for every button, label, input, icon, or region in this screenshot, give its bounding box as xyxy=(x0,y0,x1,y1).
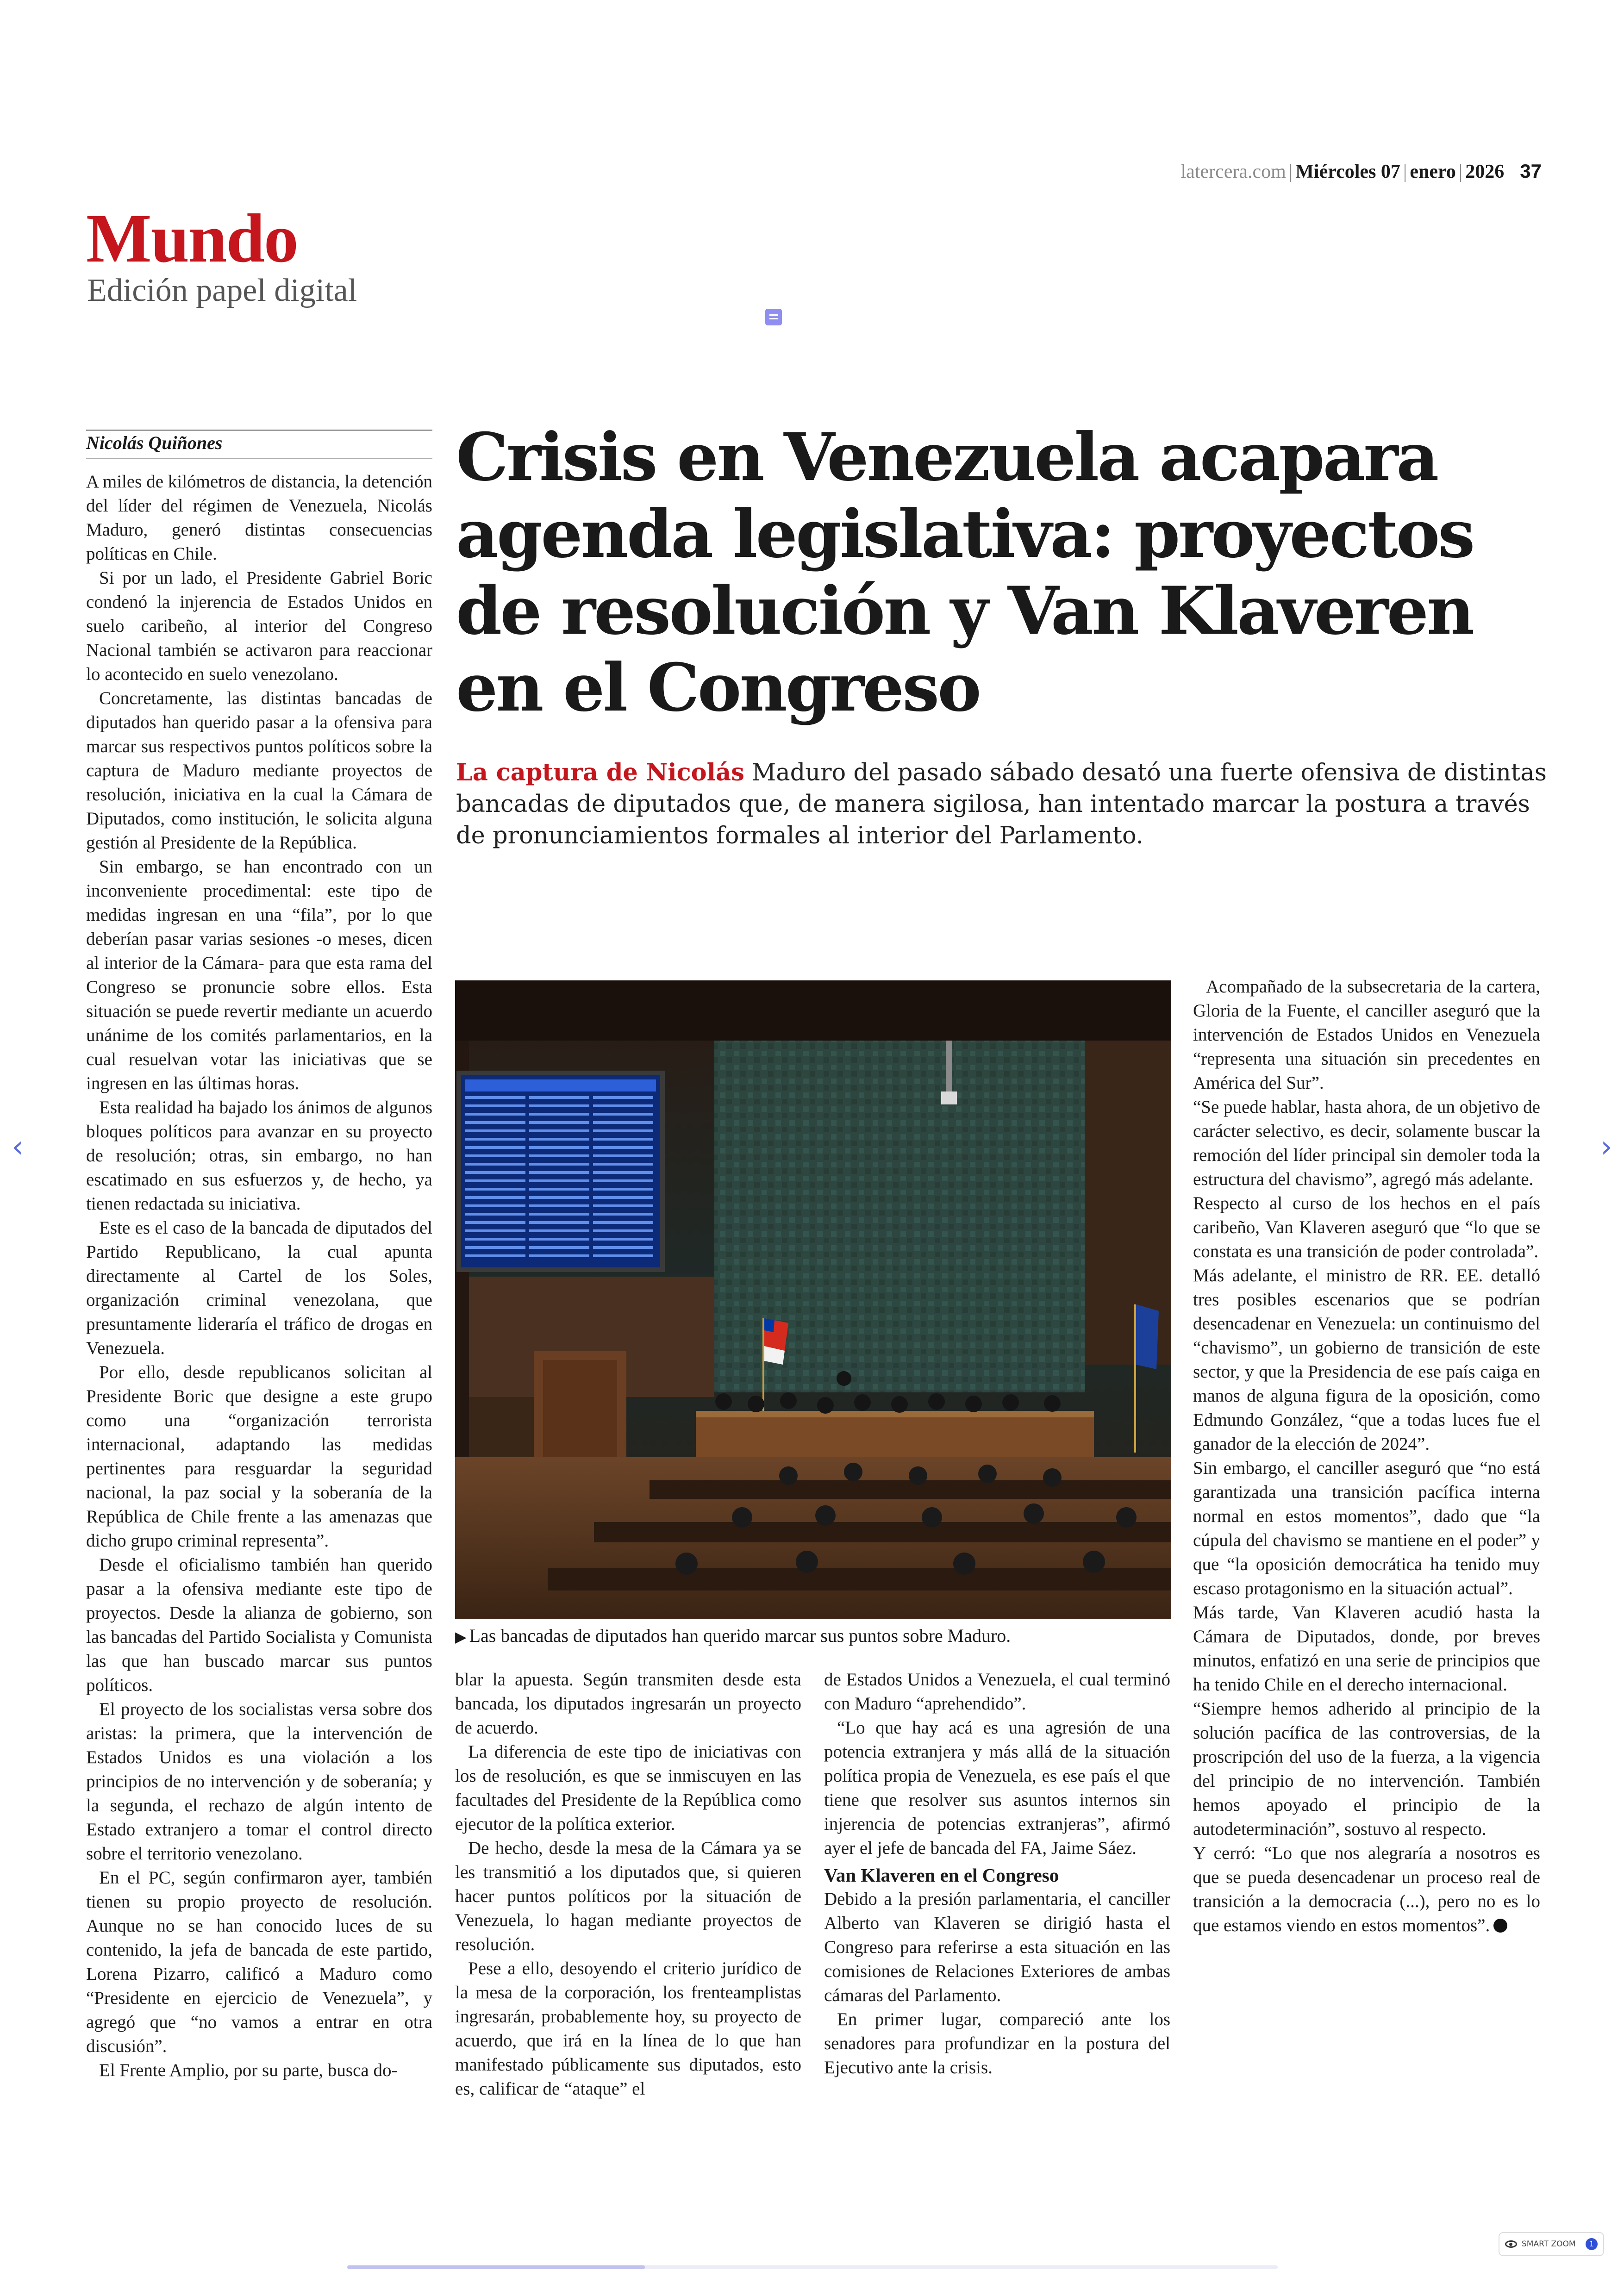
issue-year: 2026 xyxy=(1465,161,1505,182)
chamber-photo xyxy=(455,980,1171,1619)
paragraph: Este es el caso de la bancada de diputados del Partido Republicano, la cual apunta directamente al Cartel de los Soles, organización criminal venezolana, que presuntamente lideraría el tráfico de drogas en Venezuela. xyxy=(86,1218,432,1358)
paragraph: El Frente Amplio, por su parte, busca do- xyxy=(99,2060,398,2080)
closing-text: Y cerró: “Lo que nos alegraría a nosotros es que se pueda desencadenar un proceso real de transición a la democracia (...), pero no es lo que estamos viendo en estos momentos”. xyxy=(1193,1843,1540,1935)
paragraph: Por ello, desde republicanos solicitan al Presidente Boric que designe a este grupo como una “organización terrorista internacional, adaptando las medidas pertinentes para resguardar la seguridad nacional, la paz social y la soberanía de la República de Chile frente a las amenazas que dicho grupo criminal representa”. xyxy=(86,1362,432,1551)
body-column-3 xyxy=(824,1668,1170,2080)
paragraph: A miles de kilómetros de distancia, la detención del líder del régimen de Venezuela, Nicolás Maduro, generó distintas consecuencias políticas en Chile. xyxy=(86,472,432,564)
paragraph: Desde el oficialismo también han querido pasar a la ofensiva mediante este tipo de proyectos. Desde la alianza de gobierno, son las bancadas del Partido Socialista y Comunista las que han buscado marcar sus puntos políticos. xyxy=(86,1555,432,1695)
page-number: 37 xyxy=(1520,160,1542,182)
paragraph: Esta realidad ha bajado los ánimos de algunos bloques políticos para avanzar en su proyecto de resolución; otras, sin embargo, no han escatimado en sus esfuerzos y, de hecho, ya tienen redactada su iniciativa. xyxy=(86,1098,432,1214)
paragraph: Si por un lado, el Presidente Gabriel Boric condenó la injerencia de Estados Unidos en suelo caribeño, al interior del Congreso Nacional también se activaron para reaccionar lo acontecido en suelo venezolano. xyxy=(86,568,432,684)
author-rule-bottom xyxy=(86,458,432,459)
paragraph: En el PC, según confirmaron ayer, también tienen su propio proyecto de resolución. Aunque no se han conocido luces de su contenido, la jefa de bancada de este partido, Lorena Pizarro, calificó a Maduro como “Presidente en ejercicio de Venezuela”, y agregó que “no vamos a entrar en otra discusión”. xyxy=(86,1868,432,2056)
paragraph: De hecho, desde la mesa de la Cámara ya se les transmitió a los diputados que, si quieren hacer puntos políticos por la situación de Venezuela, lo hagan mediante proyectos de resolución. xyxy=(455,1838,801,1954)
caption-marker-icon: ▶ xyxy=(455,1628,467,1645)
paragraph: “Siempre hemos adherido al principio de la solución pacífica de las controversias, de la proscripción del uso de la fuerza, a la vigencia del principio de no intervención. También hemos apoyado el principio de la autodeterminación”, sostuvo al respecto. xyxy=(1193,1699,1540,1839)
chevron-left-icon[interactable]: ‹ xyxy=(12,1130,24,1164)
edition-label: Edición papel digital xyxy=(87,273,357,308)
paragraph: Pese a ello, desoyendo el criterio jurídico de la mesa de la corporación, los frenteamplistas ingresarán, probablemente hoy, su proyecto de acuerdo, que irá en la línea de lo que han manifestado públicamente sus diputados, esto es, calificar de “ataque” el xyxy=(455,1958,801,2099)
photo-caption xyxy=(455,1625,1171,1646)
paragraph: Sin embargo, se han encontrado con un inconveniente procedimental: este tipo de medidas ingresan en una “fila”, por lo que deberían pasar varias sesiones -o meses, dicen al interior de la Cámara- para que esta rama del Congreso se pronuncie sobre ellos. Esta situación se puede revertir mediante un acuerdo unánime de los comités parlamentarios, en la cual resuelvan votar las iniciativas que se ingresen en las últimas horas. xyxy=(86,857,432,1093)
eye-icon xyxy=(1505,2240,1517,2248)
site-name: latercera.com xyxy=(1181,161,1286,182)
body-column-2 xyxy=(455,1668,801,2101)
smart-zoom-button[interactable] xyxy=(1499,2232,1604,2256)
caption-text: Las bancadas de diputados han querido marcar sus puntos sobre Maduro. xyxy=(469,1625,1011,1646)
paragraph: Respecto al curso de los hechos en el país caribeño, Van Klaveren aseguró que “lo que se constata es una transición de poder controlada”. xyxy=(1193,1193,1540,1261)
author-rule xyxy=(86,430,432,431)
section-title: Mundo xyxy=(86,200,298,277)
paragraph: “Se puede hablar, hasta ahora, de un objetivo de carácter selectivo, es decir, solamente buscar la remoción del líder principal sin demoler toda la estructura del chavismo”, agregó más adelante. xyxy=(1193,1097,1540,1189)
paragraph: blar la apuesta. Según transmiten desde esta bancada, los diputados ingresarán un proyecto de acuerdo. xyxy=(455,1670,801,1738)
paragraph: “Lo que hay acá es una agresión de una potencia extranjera y más allá de la situación política propia de Venezuela, es ese país el que tiene que resolver sus asuntos internos sin injerencia de potencias extranjeras”, afirmó ayer el jefe de bancada del FA, Jaime Sáez. xyxy=(824,1718,1170,1858)
paragraph: El proyecto de los socialistas versa sobre dos aristas: la primera, que la intervención de Estados Unidos es una violación a los principios de no intervención y de soberanía; y la segunda, el rechazo de algún intento de Estado extranjero a tomar el control directo sobre el territorio venezolano. xyxy=(86,1699,432,1864)
paragraph: Debido a la presión parlamentaria, el canciller Alberto van Klaveren se dirigió hasta el Congreso para referirse a esta situación en las comisiones de Relaciones Exteriores de ambas cámaras del Parlamento. xyxy=(824,1889,1170,2005)
paragraph: Concretamente, las distintas bancadas de diputados han querido pasar a la ofensiva para marcar sus respectivos puntos políticos sobre la captura de Maduro mediante proyectos de resolución, iniciativa en la cual la Cámara de Diputados, como institución, le solicita alguna gestión al Presidente de la República. xyxy=(86,688,432,853)
subheading: Van Klaveren en el Congreso xyxy=(824,1865,1059,1886)
deck-text: Maduro del pasado sábado desató una fuerte ofensiva de distintas bancadas de diputados que, de manera sigilosa, han intentado marcar la postura a través de pronunciamientos formales al interior del Parlamento. xyxy=(456,759,1547,849)
headline: Crisis en Venezuela acapara agenda legislativa: proyectos de resolución y Van Klaveren en el Congreso xyxy=(456,419,1474,726)
chevron-right-icon[interactable]: › xyxy=(1600,1130,1612,1164)
paragraph: En primer lugar, compareció ante los senadores para profundizar en la postura del Ejecutivo ante la crisis. xyxy=(824,2009,1170,2077)
deck-lead: La captura de Nicolás xyxy=(456,759,744,786)
smart-zoom-badge: 1 xyxy=(1586,2238,1598,2250)
issue-day: Miércoles 07 xyxy=(1295,161,1400,182)
deck xyxy=(456,757,1549,852)
paragraph: La diferencia de este tipo de iniciativas con los de resolución, es que se inmiscuyen en las facultades del Presidente de la República como ejecutor de la política exterior. xyxy=(455,1742,801,1834)
paragraph xyxy=(1193,1841,1540,1938)
reading-progress-bar[interactable] xyxy=(347,2265,1278,2269)
smart-zoom-label: SMART ZOOM xyxy=(1522,2239,1576,2249)
paragraph: de Estados Unidos a Venezuela, el cual terminó con Maduro “aprehendido”. xyxy=(824,1670,1170,1714)
issue-month: enero xyxy=(1410,161,1456,182)
end-mark-icon xyxy=(1493,1919,1507,1933)
body-column-1 xyxy=(86,470,432,2083)
paragraph: Más adelante, el ministro de RR. EE. detalló tres posibles escenarios que se podrían desencadenar en Venezuela: un continuismo del “chavismo”, un gobierno de transición de este sector, y que la Presidencia de ese país caiga en manos de alguna figura de la oposición, como Edmundo González, “que a todas luces fue el ganador de la elección de 2024”. xyxy=(1193,1266,1540,1454)
paragraph: Acompañado de la subsecretaria de la cartera, Gloria de la Fuente, el canciller aseguró que la intervención de Estados Unidos en Venezuela “representa una situación sin precedentes en América del Sur”. xyxy=(1193,977,1540,1093)
paragraph: Sin embargo, el canciller aseguró que “no está garantizada una transición pacífica interna normal en estos momentos”, dado que “la cúpula del chavismo se mantiene en el poder” y que “la oposición democrática ha tenido muy escaso protagonismo en la situación actual”. xyxy=(1193,1458,1540,1598)
note-icon[interactable] xyxy=(765,309,782,325)
page-folio: latercera.com | Miércoles 07 | enero | 2026 37 xyxy=(1181,160,1542,182)
reading-progress-fill xyxy=(347,2265,645,2269)
body-column-4 xyxy=(1193,975,1540,1938)
author-byline: Nicolás Quiñones xyxy=(86,432,223,453)
paragraph: Más tarde, Van Klaveren acudió hasta la Cámara de Diputados, donde, por breves minutos, enfatizó en una serie de principios que ha tenido Chile en el derecho internacional. xyxy=(1193,1603,1540,1695)
